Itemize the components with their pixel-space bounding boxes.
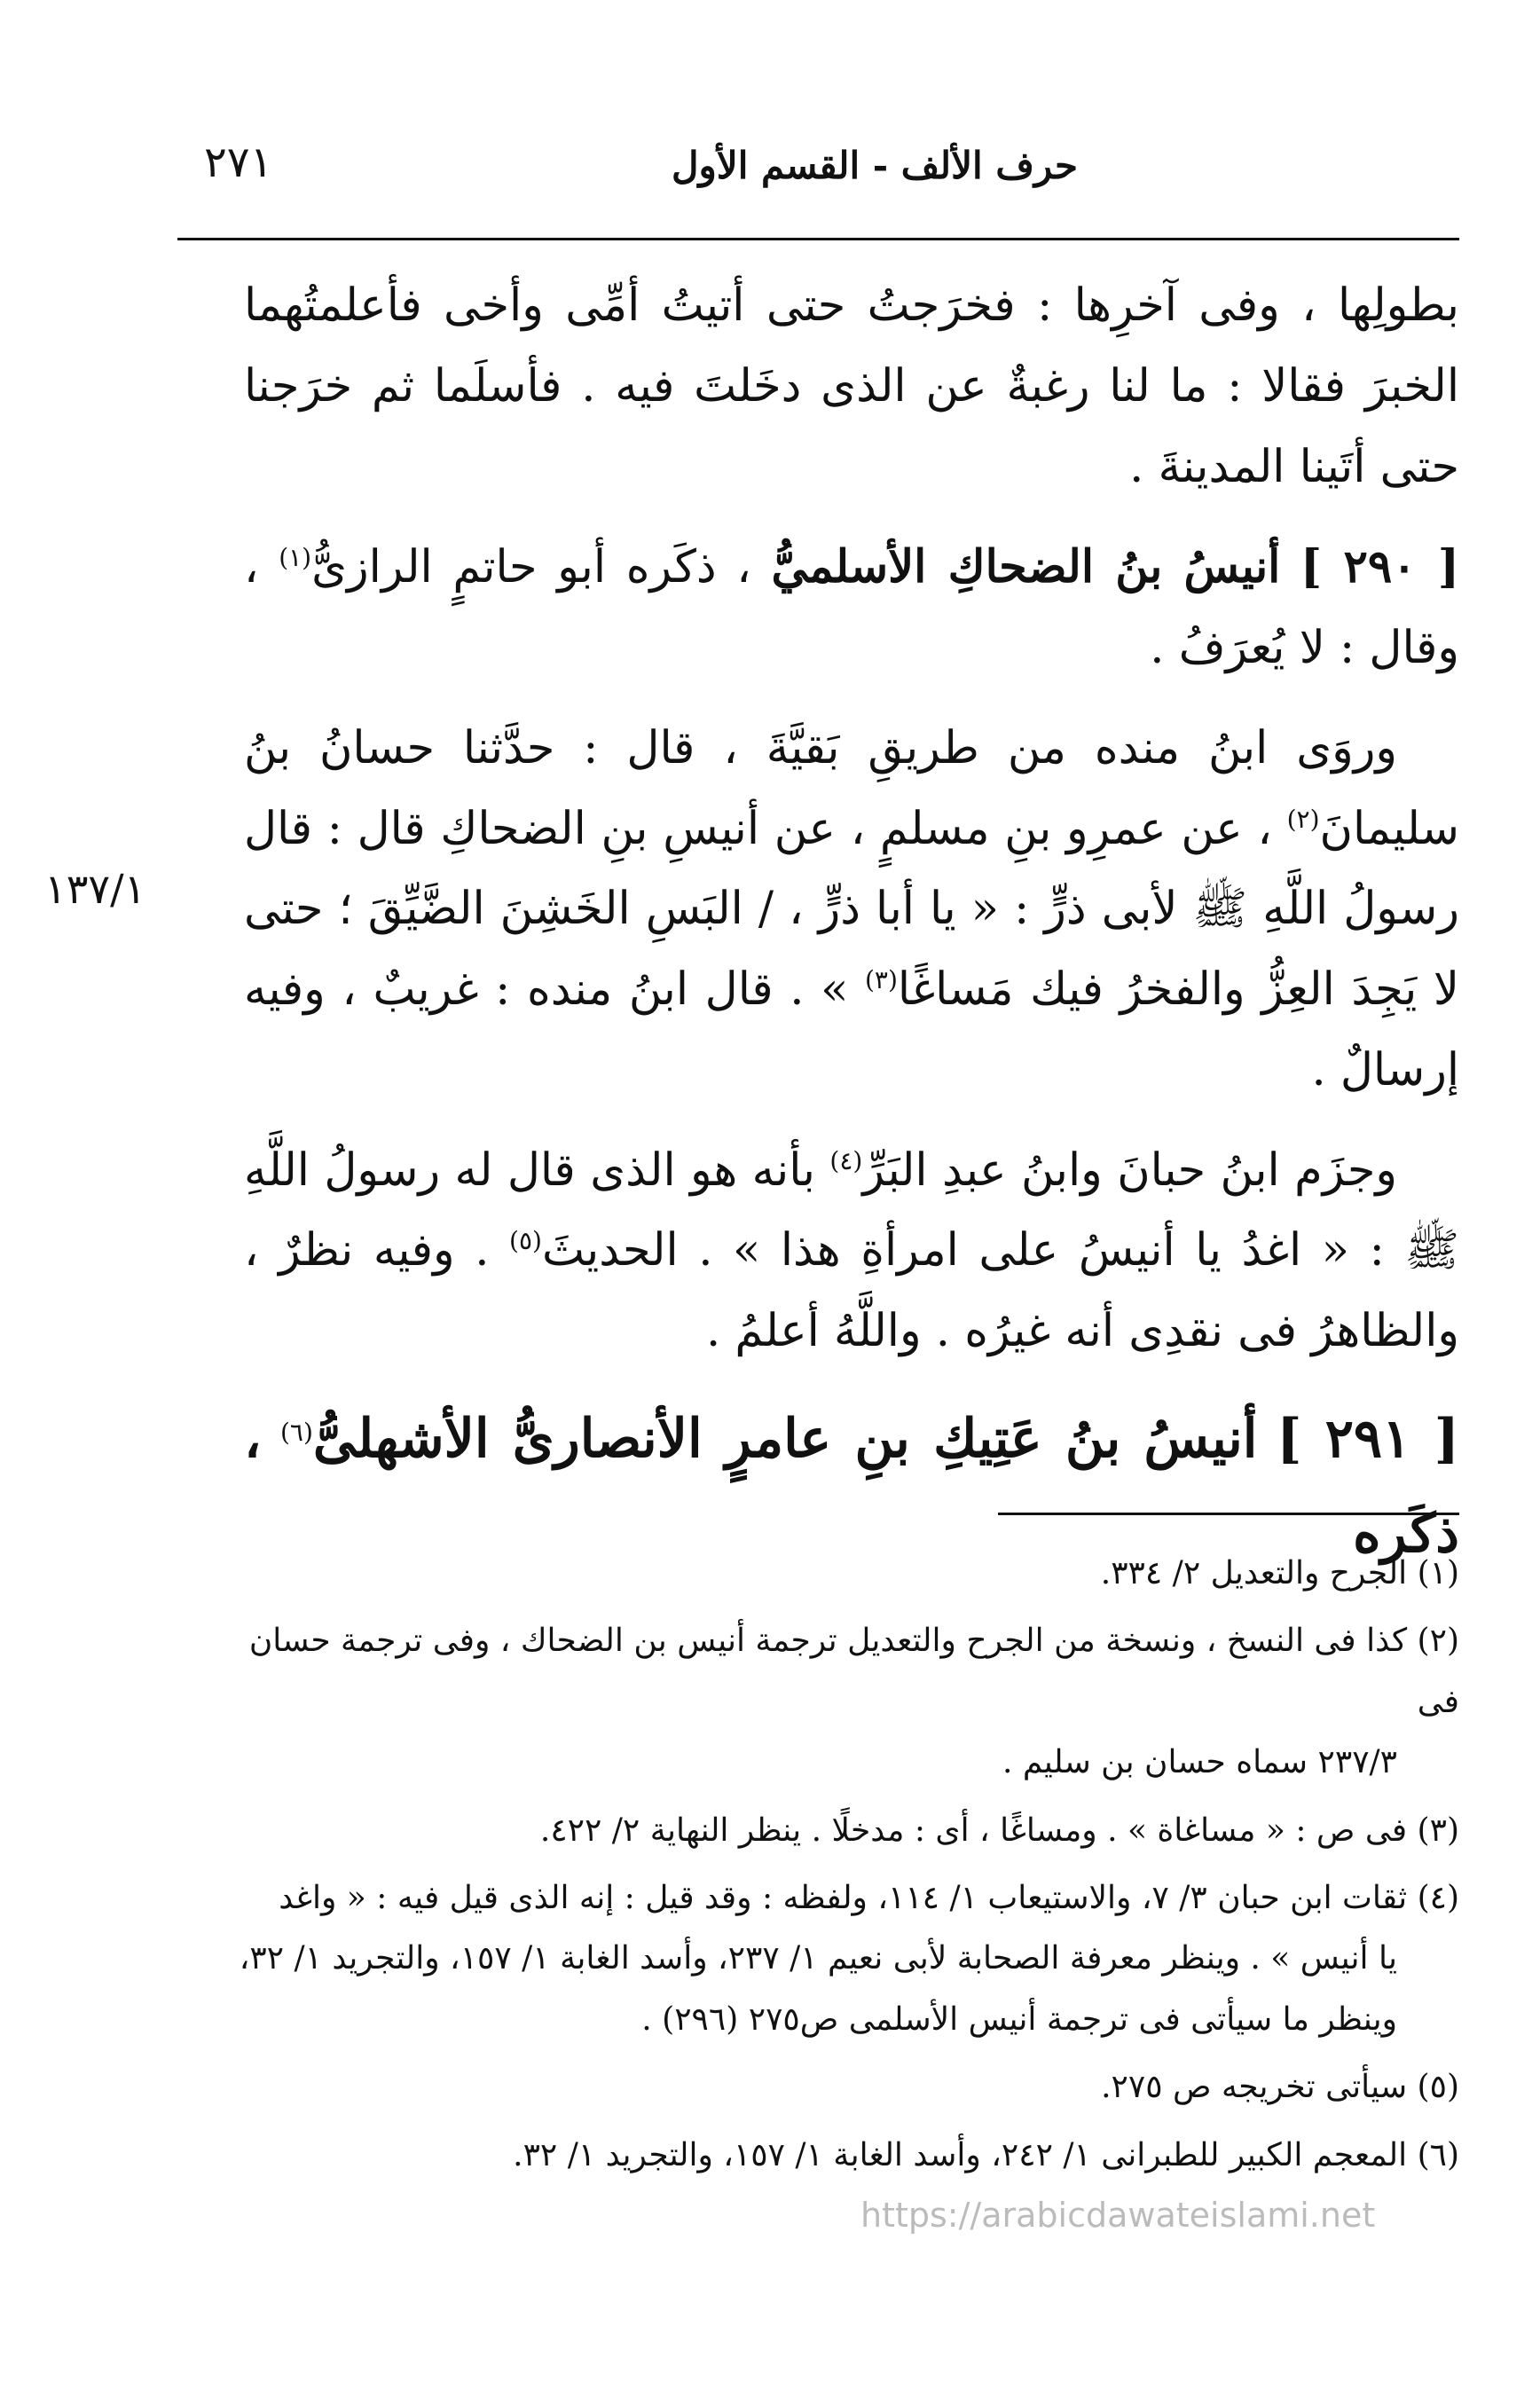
footnote-5: (٥) سيأتى تخريجه ص ٢٧٥.	[1101, 2069, 1459, 2106]
paragraph-3-text-b: ، عن عمرِو بنِ مسلمٍ ، عن أنيسِ بنِ الضحاكِ قال : قال رسولُ اللَّهِ ﷺ لأبى ذرٍّ : « يا أبا ذرٍّ ، / البَسِ الخَشِنَ الضَّيِّقَ ؛ حتى لا يَجِدَ العِزُّ والفخرُ فيك مَساغًا	[244, 802, 1459, 1017]
footnote-ref-1: (١)	[279, 543, 312, 573]
footnote-ref-5: (٥)	[509, 1226, 542, 1256]
footnote-6: (٦) المعجم الكبير للطبرانى ١/ ٢٤٢، وأسد الغابة ١/ ١٥٧، والتجريد ١/ ٣٢.	[513, 2136, 1459, 2173]
paragraph-4-text-b: بأنه هو الذى قال له رسولُ اللَّهِ ﷺ : « اغدُ يا أنيسُ على امرأةِ هذا » . الحديثَ	[244, 1143, 1459, 1277]
entry-291-number: [ ٢٩١ ]	[1277, 1407, 1460, 1470]
footnote-4-line-2: يا أنيس » . وينظر معرفة الصحابة لأبى نعيم ١/ ٢٣٧، وأسد الغابة ١/ ١٥٧، والتجريد ١/ ٣٢،	[239, 1940, 1397, 1977]
entry-290-text-b: ، وقال : لا يُعرَفُ .	[244, 541, 1459, 675]
paragraph-4-text-a: وجزَم ابنُ حبانَ وابنُ عبدِ البَرِّ	[862, 1143, 1398, 1197]
main-text	[244, 266, 1459, 1601]
footnotes	[217, 1544, 1459, 2193]
margin-volume-page-note: ١٣٧/١	[44, 865, 146, 913]
paragraph-3-text-a: وروَى ابنُ منده من طريقِ بَقيَّةَ ، قال : حدَّثنا حسانُ بنُ سليمانَ	[244, 721, 1459, 855]
footnote-4-line-3: وينظر ما سيأتى فى ترجمة أنيس الأسلمى ص٢٧٥ (٢٩٦) .	[641, 2000, 1397, 2038]
entry-290-number: [ ٢٩٠ ]	[1300, 540, 1460, 594]
footnote-2-line-2: ٢٣٧/٣ سماه حسان بن سليم .	[1002, 1744, 1397, 1781]
paragraph-4-text-c: . وفيه نظرٌ ، والظاهرُ فى نقدِى أنه غيرُه . واللَّهُ أعلمُ .	[244, 1224, 1459, 1358]
running-title: حرف الألف - القسم الأول	[671, 144, 1078, 187]
paragraph-3-text-c: » . قال ابنُ منده : غريبٌ ، وفيه إرسالٌ .	[244, 963, 1459, 1096]
header-divider	[177, 238, 1459, 240]
page-number: ٢٧١	[204, 138, 273, 187]
entry-291-text: ، ذكَره	[244, 1407, 1459, 1565]
footnote-ref-2: (٢)	[1286, 804, 1320, 834]
entry-290	[244, 527, 1459, 689]
paragraph-continuation: بطولِها ، وفى آخرِها : فخرَجتُ حتى أتيتُ أمِّى وأخى فأعلمتُهما الخبرَ فقالا : ما لنا رغبةٌ عن الذى دخَلتَ فيه . فأسلَما ثم خرَجنا حتى أتَينا المدينةَ .	[244, 279, 1459, 493]
footnote-4-line-1: (٤) ثقات ابن حبان ٣/ ٧، والاستيعاب ١/ ١١٤، ولفظه : وقد قيل : إنه الذى قيل فيه : « واغد	[279, 1879, 1459, 1916]
page-header	[177, 133, 1459, 213]
footnote-3: (٣) فى ص : « مساغاة » . ومساغًا ، أى : مدخلًا . ينظر النهاية ٢/ ٤٢٢.	[539, 1812, 1459, 1849]
footnote-4	[217, 1868, 1459, 2050]
entry-290-text-a: ، ذكَره أبو حاتمٍ الرازىُّ	[311, 541, 751, 594]
footnote-2-line-1: (٢) كذا فى النسخ ، ونسخة من الجرح والتعديل ترجمة أنيس بن الضحاك ، وفى ترجمة حسان فى	[248, 1623, 1459, 1720]
entry-291-name: أنيسُ بنُ عَتِيكِ بنِ عامرٍ الأنصارىُّ الأشهلىُّ	[312, 1407, 1258, 1470]
footnote-ref-6: (٦)	[279, 1417, 313, 1447]
paragraph-ibn-hibban	[244, 1131, 1459, 1372]
entry-290-name: أنيسُ بنُ الضحاكِ الأسلميُّ	[771, 540, 1281, 594]
footnote-ref-4: (٤)	[829, 1145, 863, 1175]
footnote-1: (١) الجرح والتعديل ٢/ ٣٣٤.	[1100, 1555, 1459, 1591]
footnote-ref-3: (٣)	[864, 965, 898, 995]
footnote-2	[217, 1611, 1459, 1793]
watermark-url: https://arabicdawateislami.net	[860, 2196, 1376, 2235]
footnote-divider	[998, 1513, 1459, 1515]
book-page	[44, 115, 1460, 2315]
paragraph-ibn-mandah	[244, 709, 1459, 1112]
